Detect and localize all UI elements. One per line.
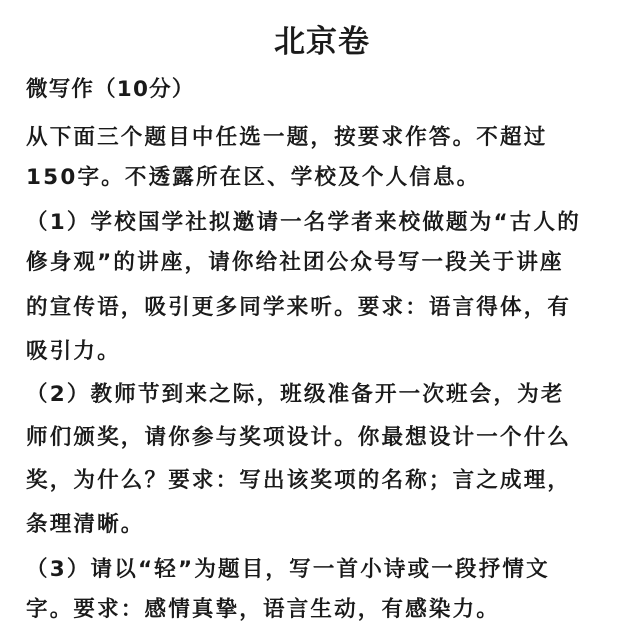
instruction-line-1: 从下面三个题目中任选一题，按要求作答。不超过	[26, 125, 548, 150]
question-1-line-3: 的宣传语，吸引更多同学来听。要求：语言得体，有	[26, 295, 572, 320]
question-2-line-4: 条理清晰。	[26, 512, 145, 537]
page-title: 北京卷	[274, 24, 370, 60]
section-heading: 微写作（10分）	[26, 77, 195, 102]
instruction-line-2: 150字。不透露所在区、学校及个人信息。	[26, 165, 481, 190]
question-1-line-4: 吸引力。	[26, 339, 121, 364]
question-1-line-1: （1）学校国学社拟邀请一名学者来校做题为“古人的	[26, 210, 581, 235]
question-1-line-2: 修身观”的讲座，请你给社团公众号写一段关于讲座	[26, 250, 564, 275]
question-2-line-1: （2）教师节到来之际，班级准备开一次班会，为老	[26, 382, 565, 407]
question-3-line-2: 字。要求：感情真挚，语言生动，有感染力。	[26, 597, 501, 622]
question-2-line-3: 奖，为什么？要求：写出该奖项的名称；言之成理，	[26, 468, 572, 493]
question-2-line-2: 师们颁奖，请你参与奖项设计。你最想设计一个什么	[26, 425, 572, 450]
question-3-line-1: （3）请以“轻”为题目，写一首小诗或一段抒情文	[26, 557, 550, 582]
